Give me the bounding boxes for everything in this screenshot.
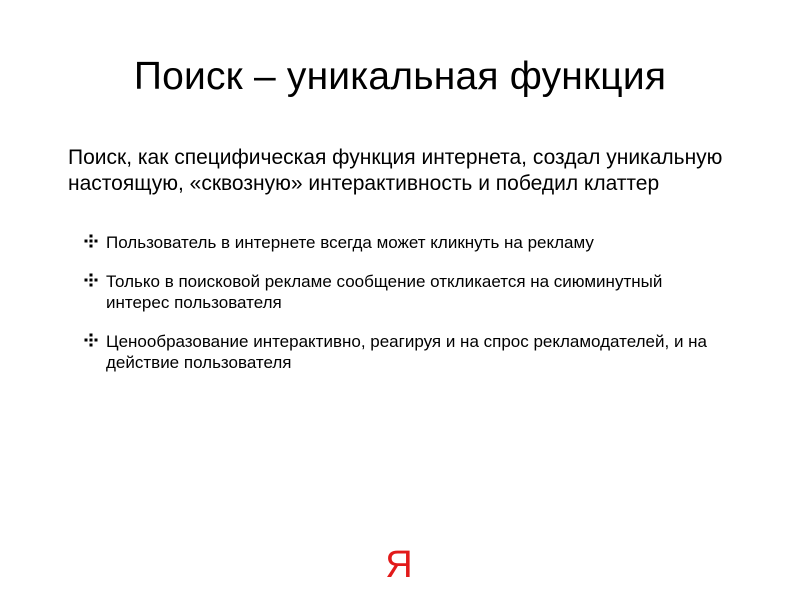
slide-title: Поиск – уникальная функция	[133, 55, 667, 98]
bullet-item	[84, 271, 724, 313]
bullet-text: Только в поисковой рекламе сообщение откликается на сиюминутный интерес пользователя	[106, 272, 663, 312]
yandex-logo: Я	[385, 544, 413, 586]
bullet-text: Ценообразование интерактивно, реагируя и на спрос рекламодателей, и на действие пользователя	[106, 332, 708, 372]
lead-paragraph: Поиск, как специфическая функция интернета, создал уникальную настоящую, «сквозную» интерактивность и победил клаттер	[68, 146, 723, 195]
bullet-list	[84, 232, 724, 391]
bullet-text: Пользователь в интернете всегда может кликнуть на рекламу	[106, 233, 594, 252]
bullet-item	[84, 331, 724, 373]
diamond-dots-icon	[84, 333, 98, 347]
diamond-dots-icon	[84, 234, 98, 248]
diamond-dots-icon	[84, 273, 98, 287]
bullet-item	[84, 232, 724, 253]
